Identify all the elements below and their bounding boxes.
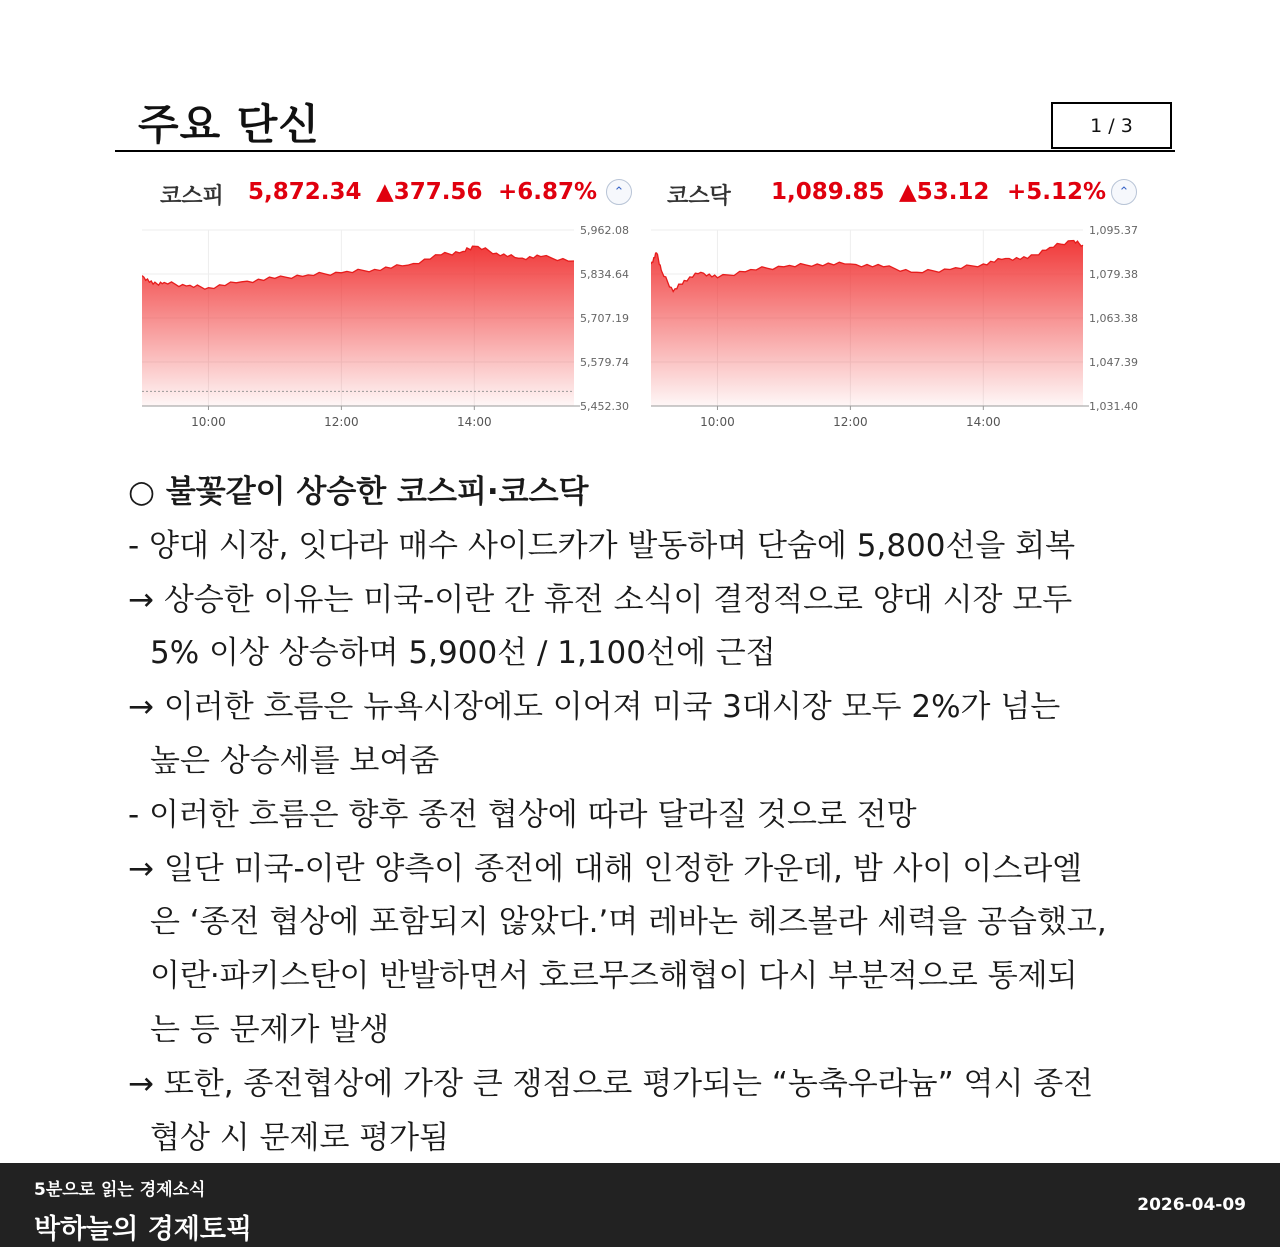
page-indicator <box>1051 102 1172 149</box>
article-line: → 또한, 종전협상에 가장 큰 쟁점으로 평가되는 “농축우라늄” 역시 종전 <box>128 1065 1094 1102</box>
x-tick-label: 10:00 <box>700 415 735 429</box>
article-line: - 양대 시장, 잇다라 매수 사이드카가 발동하며 단숨에 5,800선을 회복 <box>128 527 1076 564</box>
page-title: 주요 단신 <box>138 100 320 149</box>
title-divider <box>115 150 1175 152</box>
y-tick-label: 5,452.30 <box>580 400 629 413</box>
area-fill <box>142 246 574 406</box>
kospi-percent: +6.87% <box>498 179 598 205</box>
page-number: 1 / 3 <box>1090 114 1133 137</box>
article-line: → 이러한 흐름은 뉴욕시장에도 이어져 미국 3대시장 모두 2%가 넘는 <box>128 689 1061 726</box>
article-line: → 상승한 이유는 미국-이란 간 휴전 소식이 결정적으로 양대 시장 모두 <box>128 581 1073 618</box>
footer-subtitle: 5분으로 읽는 경제소식 <box>34 1180 206 1200</box>
y-tick-label: 5,834.64 <box>580 268 629 281</box>
article-line: → 일단 미국-이란 양측이 종전에 대해 인정한 가운데, 밤 사이 이스라엘 <box>128 850 1083 887</box>
x-tick-label: 14:00 <box>966 415 1001 429</box>
kosdaq-value: 1,089.85 <box>771 179 885 205</box>
kospi-change: ▲377.56 <box>376 179 483 205</box>
x-tick-label: 12:00 <box>324 415 359 429</box>
kospi-name: 코스피 <box>160 184 224 209</box>
x-tick-label: 14:00 <box>457 415 492 429</box>
article-line: 높은 상승세를 보여줌 <box>150 742 440 779</box>
y-tick-label: 1,031.40 <box>1089 400 1138 413</box>
y-tick-label: 5,962.08 <box>580 224 629 237</box>
footer-bar <box>0 1163 1280 1247</box>
kosdaq-percent: +5.12% <box>1007 179 1107 205</box>
article-line: 는 등 문제가 발생 <box>150 1011 390 1048</box>
article-line: 협상 시 문제로 평가됨 <box>150 1119 450 1156</box>
y-tick-label: 1,079.38 <box>1089 268 1138 281</box>
kosdaq-chart-panel <box>651 158 1151 458</box>
article-heading: ○ 불꽃같이 상승한 코스피·코스닥 <box>128 474 589 510</box>
footer-brand: 박하늘의 경제토픽 <box>34 1214 253 1245</box>
footer-date: 2026-04-09 <box>1137 1195 1246 1215</box>
y-tick-label: 5,579.74 <box>580 356 629 369</box>
chevron-up-icon[interactable]: ⌃ <box>1111 179 1137 205</box>
y-tick-label: 1,095.37 <box>1089 224 1138 237</box>
y-tick-label: 1,047.39 <box>1089 356 1138 369</box>
kospi-chart-panel <box>142 158 642 458</box>
article-body <box>128 466 1178 1165</box>
article-line: 이란·파키스탄이 반발하면서 호르무즈해협이 다시 부분적으로 통제되 <box>150 958 1078 995</box>
kosdaq-name: 코스닥 <box>667 184 731 209</box>
kospi-value: 5,872.34 <box>248 179 362 205</box>
y-tick-label: 5,707.19 <box>580 312 629 325</box>
area-fill <box>651 241 1083 407</box>
article-line: 은 ‘종전 협상에 포함되지 않았다.’며 레바논 헤즈볼라 세력을 공습했고, <box>150 904 1107 941</box>
x-tick-label: 12:00 <box>833 415 868 429</box>
article-line: 5% 이상 상승하며 5,900선 / 1,100선에 근접 <box>150 635 776 672</box>
x-tick-label: 10:00 <box>191 415 226 429</box>
kosdaq-change: ▲53.12 <box>899 179 990 205</box>
chevron-up-icon[interactable]: ⌃ <box>606 179 632 205</box>
article-line: - 이러한 흐름은 향후 종전 협상에 따라 달라질 것으로 전망 <box>128 796 917 833</box>
y-tick-label: 1,063.38 <box>1089 312 1138 325</box>
